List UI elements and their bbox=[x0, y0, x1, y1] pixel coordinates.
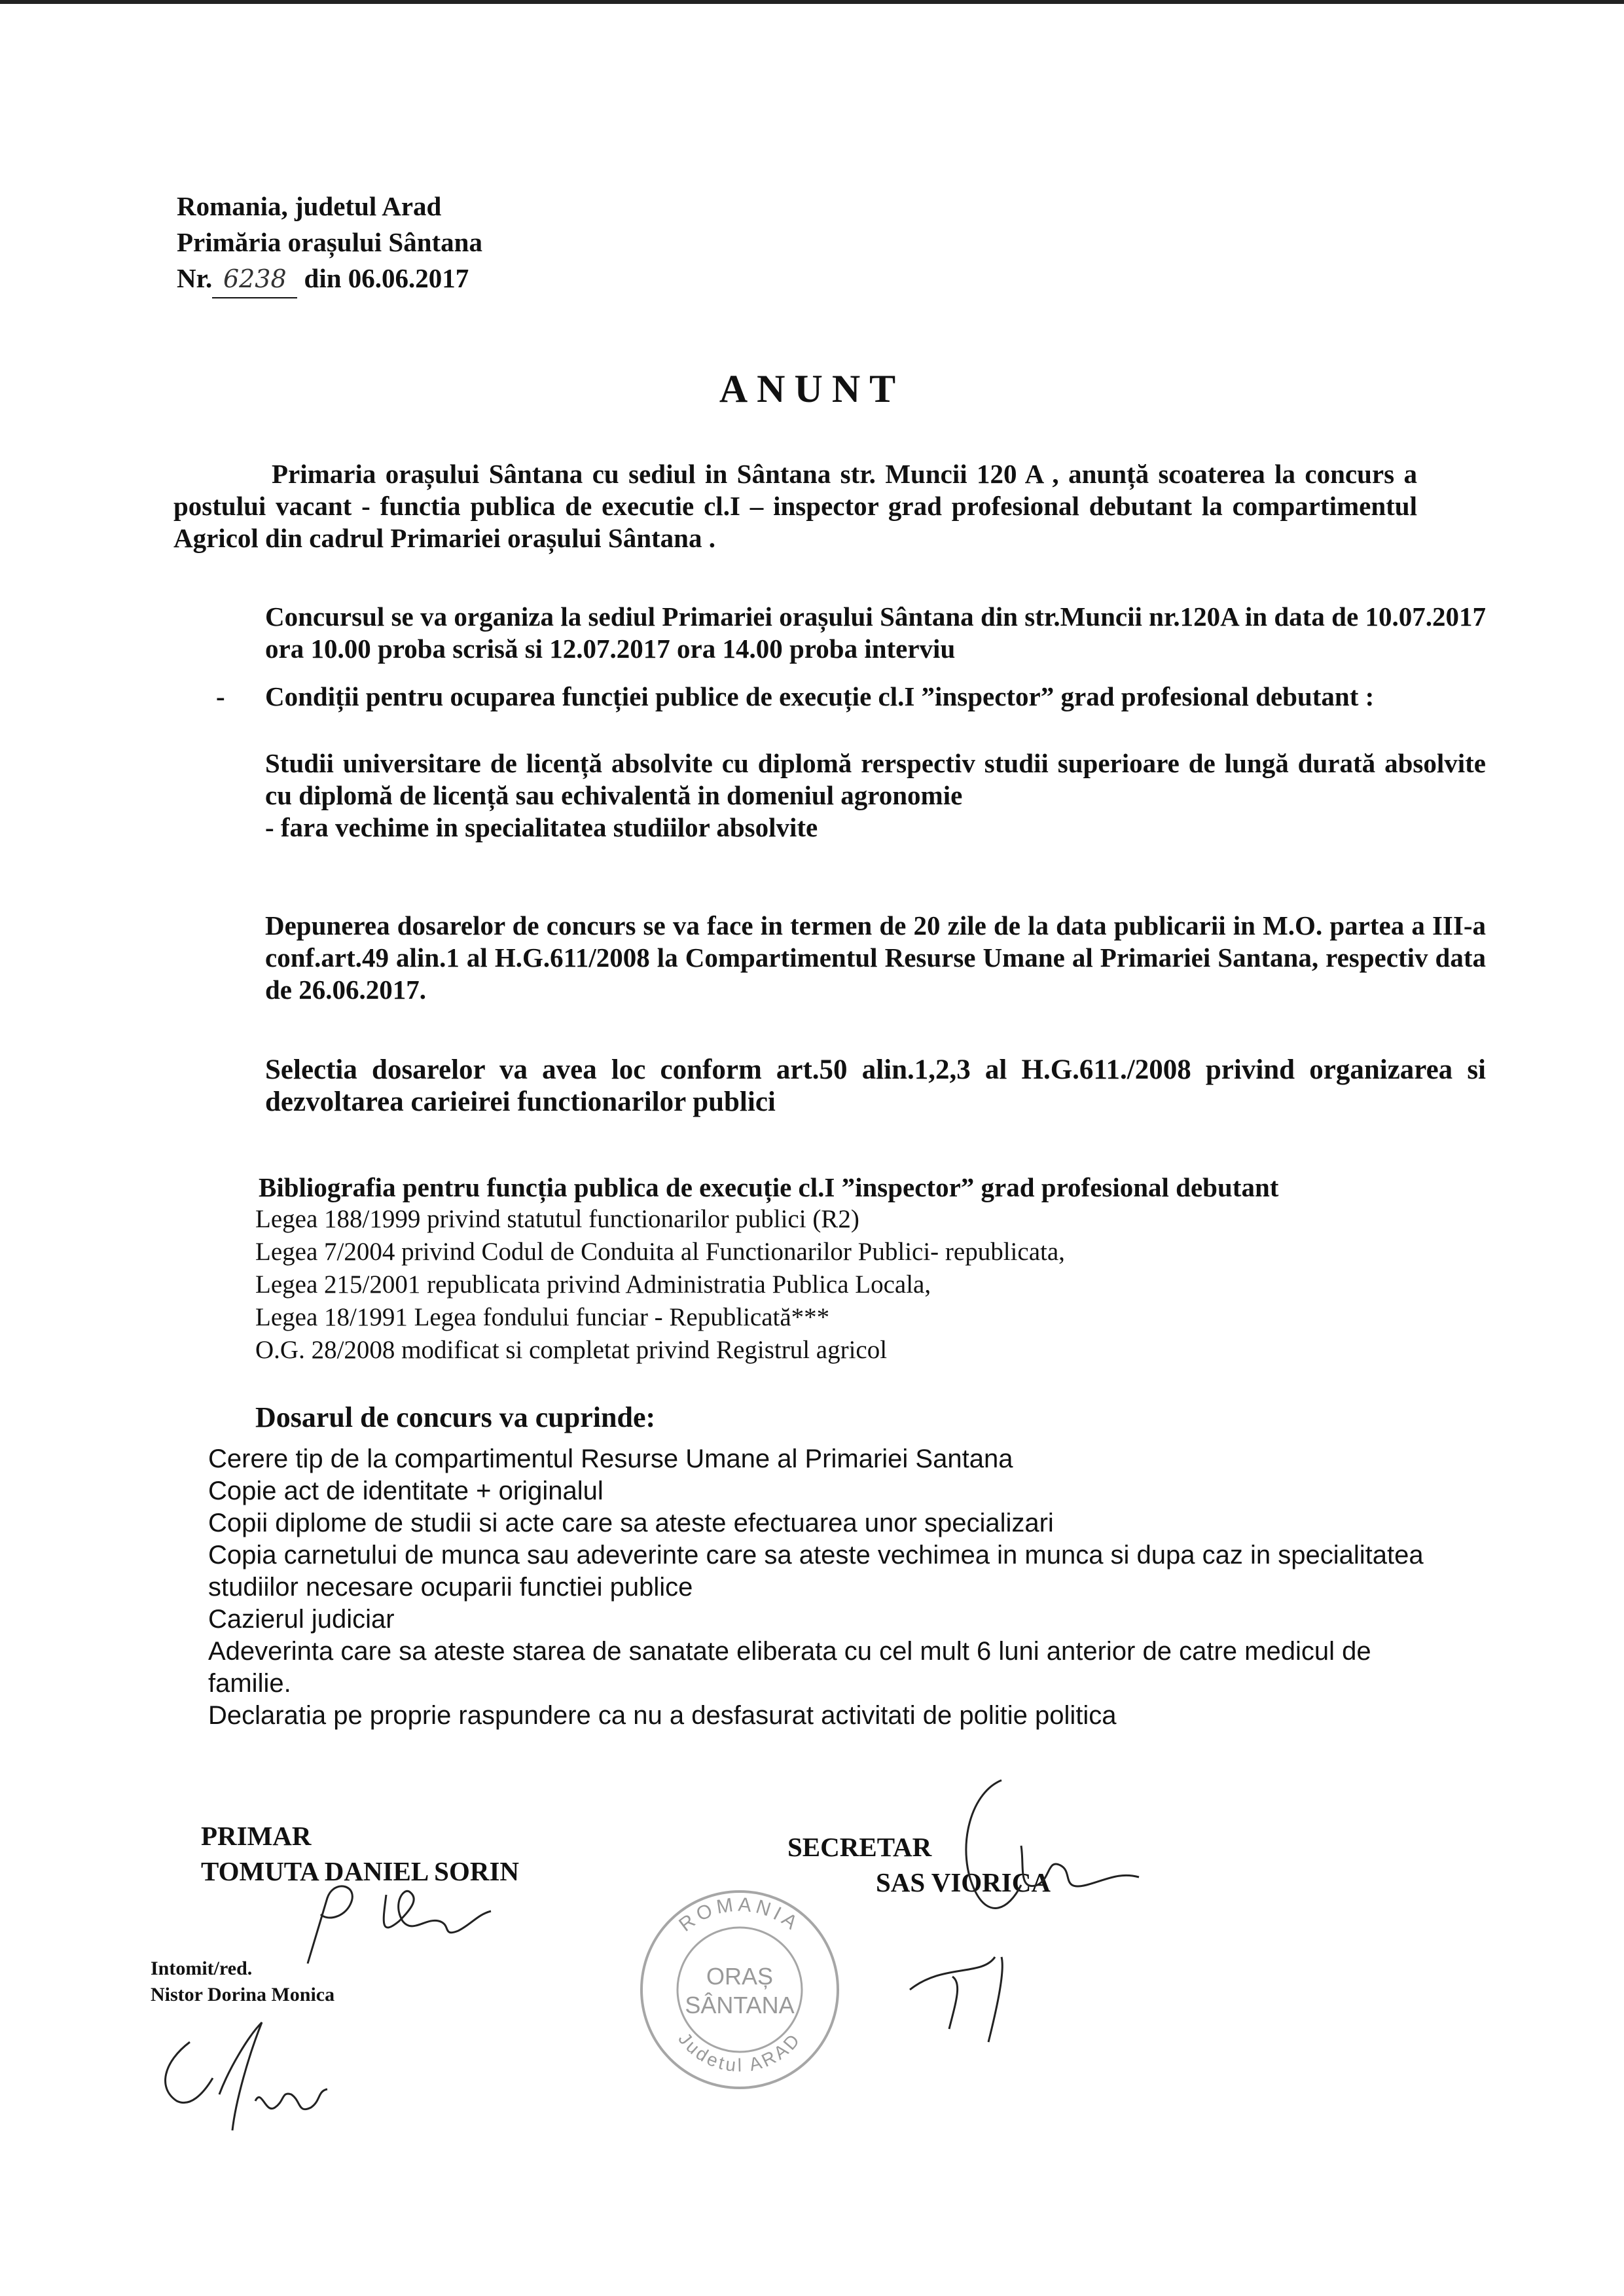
stamp-bottom-text: Judetul ARAD bbox=[674, 2028, 805, 2076]
dossier-item: Adeverinta care sa ateste starea de sanatate eliberata cu cel mult 6 luni anterior de catre medicul de familie. bbox=[208, 1637, 1371, 1698]
dossier-item: Copii diplome de studii si acte care sa ateste efectuarea unor specializari bbox=[208, 1509, 1054, 1537]
registration-number: 6238 bbox=[212, 261, 297, 298]
document-title: ANUNT bbox=[719, 367, 905, 410]
conditions-text: Condiții pentru ocuparea funcției publice de execuție cl.I ”inspector” grad profesional debutant : bbox=[265, 681, 1375, 711]
header-registration bbox=[177, 260, 482, 298]
bibliography-list bbox=[255, 1203, 1065, 1367]
conditions-dash: - bbox=[216, 681, 225, 711]
bibliography-item: Legea 188/1999 privind statutul functionarilor publici (R2) bbox=[255, 1205, 859, 1233]
document-header bbox=[177, 188, 482, 298]
experience-line: - fara vechime in specialitatea studiilor absolvite bbox=[265, 812, 818, 842]
dossier-item: Declaratia pe proprie raspundere ca nu a desfasurat activitati de politie politica bbox=[208, 1701, 1117, 1730]
submission-paragraph: Depunerea dosarelor de concurs se va face in termen de 20 zile de la data publicarii in M.O. partea a III-a conf.art.49 alin.1 al H.G.611/2008 la Compartimentul Resurse Umane al Primariei Santana, respectiv data de 26.06.2017. bbox=[265, 910, 1486, 1005]
bibliography-heading: Bibliografia pentru funcția publica de execuție cl.I ”inspector” grad profesional debutant bbox=[259, 1172, 1279, 1202]
dossier-list bbox=[208, 1443, 1452, 1732]
drafted-name: Nistor Dorina Monica bbox=[151, 1984, 335, 2005]
mayor-role: PRIMAR bbox=[201, 1821, 312, 1851]
stamp-center-line1: ORAȘ bbox=[706, 1963, 774, 1990]
header-county: Romania, judetul Arad bbox=[177, 191, 442, 221]
secretary-signature-scribble bbox=[890, 1767, 1165, 2049]
mayor-signature-scribble bbox=[288, 1859, 511, 1977]
drafter-signature-scribble bbox=[151, 2016, 347, 2147]
drafted-label: Intomit/red. bbox=[151, 1958, 253, 1979]
stamp-top-text: ROMANIA bbox=[675, 1893, 804, 1936]
svg-text:ROMANIA bbox=[675, 1893, 804, 1936]
secretary-name: SAS VIORICA bbox=[876, 1867, 1051, 1897]
dossier-heading: Dosarul de concurs va cuprinde: bbox=[255, 1401, 656, 1433]
selection-paragraph: Selectia dosarelor va avea loc conform art.50 alin.1,2,3 al H.G.611./2008 privind organizarea si dezvoltarea carieirei functionarilor publici bbox=[265, 1054, 1486, 1117]
official-stamp bbox=[635, 1885, 844, 2094]
registration-prefix: Nr. bbox=[177, 263, 213, 293]
bibliography-item: Legea 7/2004 privind Codul de Conduita al Functionarilor Publici- republicata, bbox=[255, 1238, 1065, 1266]
dossier-item: Cerere tip de la compartimentul Resurse Umane al Primariei Santana bbox=[208, 1444, 1013, 1473]
stamp-center-line2: SÂNTANA bbox=[685, 1992, 795, 2018]
conditions-paragraph bbox=[216, 681, 1486, 713]
mayor-name: TOMUTA DANIEL SORIN bbox=[201, 1856, 520, 1886]
organization-paragraph: Concursul se va organiza la sediul Primariei orașului Sântana din str.Muncii nr.120A in data de 10.07.2017 ora 10.00 proba scrisă si 12.07.2017 ora 14.00 proba interviu bbox=[265, 601, 1486, 664]
dossier-item: Copie act de identitate + originalul bbox=[208, 1477, 604, 1505]
studies-paragraph: Studii universitare de licență absolvite cu diplomă rerspectiv studii superioare de lungă durată absolvite cu diplomă de licență sau echivalentă in domeniul agronomie bbox=[265, 748, 1486, 810]
bibliography-item: O.G. 28/2008 modificat si completat privind Registrul agricol bbox=[255, 1336, 888, 1364]
registration-date: din 06.06.2017 bbox=[304, 263, 469, 293]
top-edge-rule bbox=[0, 0, 1624, 4]
dossier-item: Copia carnetului de munca sau adeverinte care sa ateste vechimea in munca si dupa caz in specialitatea studiilor necesare ocuparii functiei publice bbox=[208, 1541, 1424, 1602]
bibliography-item: Legea 215/2001 republicata privind Administratia Publica Locala, bbox=[255, 1270, 931, 1299]
secretary-role: SECRETAR bbox=[787, 1832, 932, 1862]
bibliography-item: Legea 18/1991 Legea fondului funciar - Republicată*** bbox=[255, 1303, 830, 1331]
header-institution: Primăria orașului Sântana bbox=[177, 227, 482, 257]
intro-paragraph: Primaria orașului Sântana cu sediul in Sântana str. Muncii 120 A , anunță scoaterea la concurs a postului vacant - functia publica de executie cl.I – inspector grad profesional debutant la compartimentul Agricol din cadrul Primariei orașului Sântana . bbox=[173, 459, 1417, 553]
dossier-item: Cazierul judiciar bbox=[208, 1605, 395, 1634]
